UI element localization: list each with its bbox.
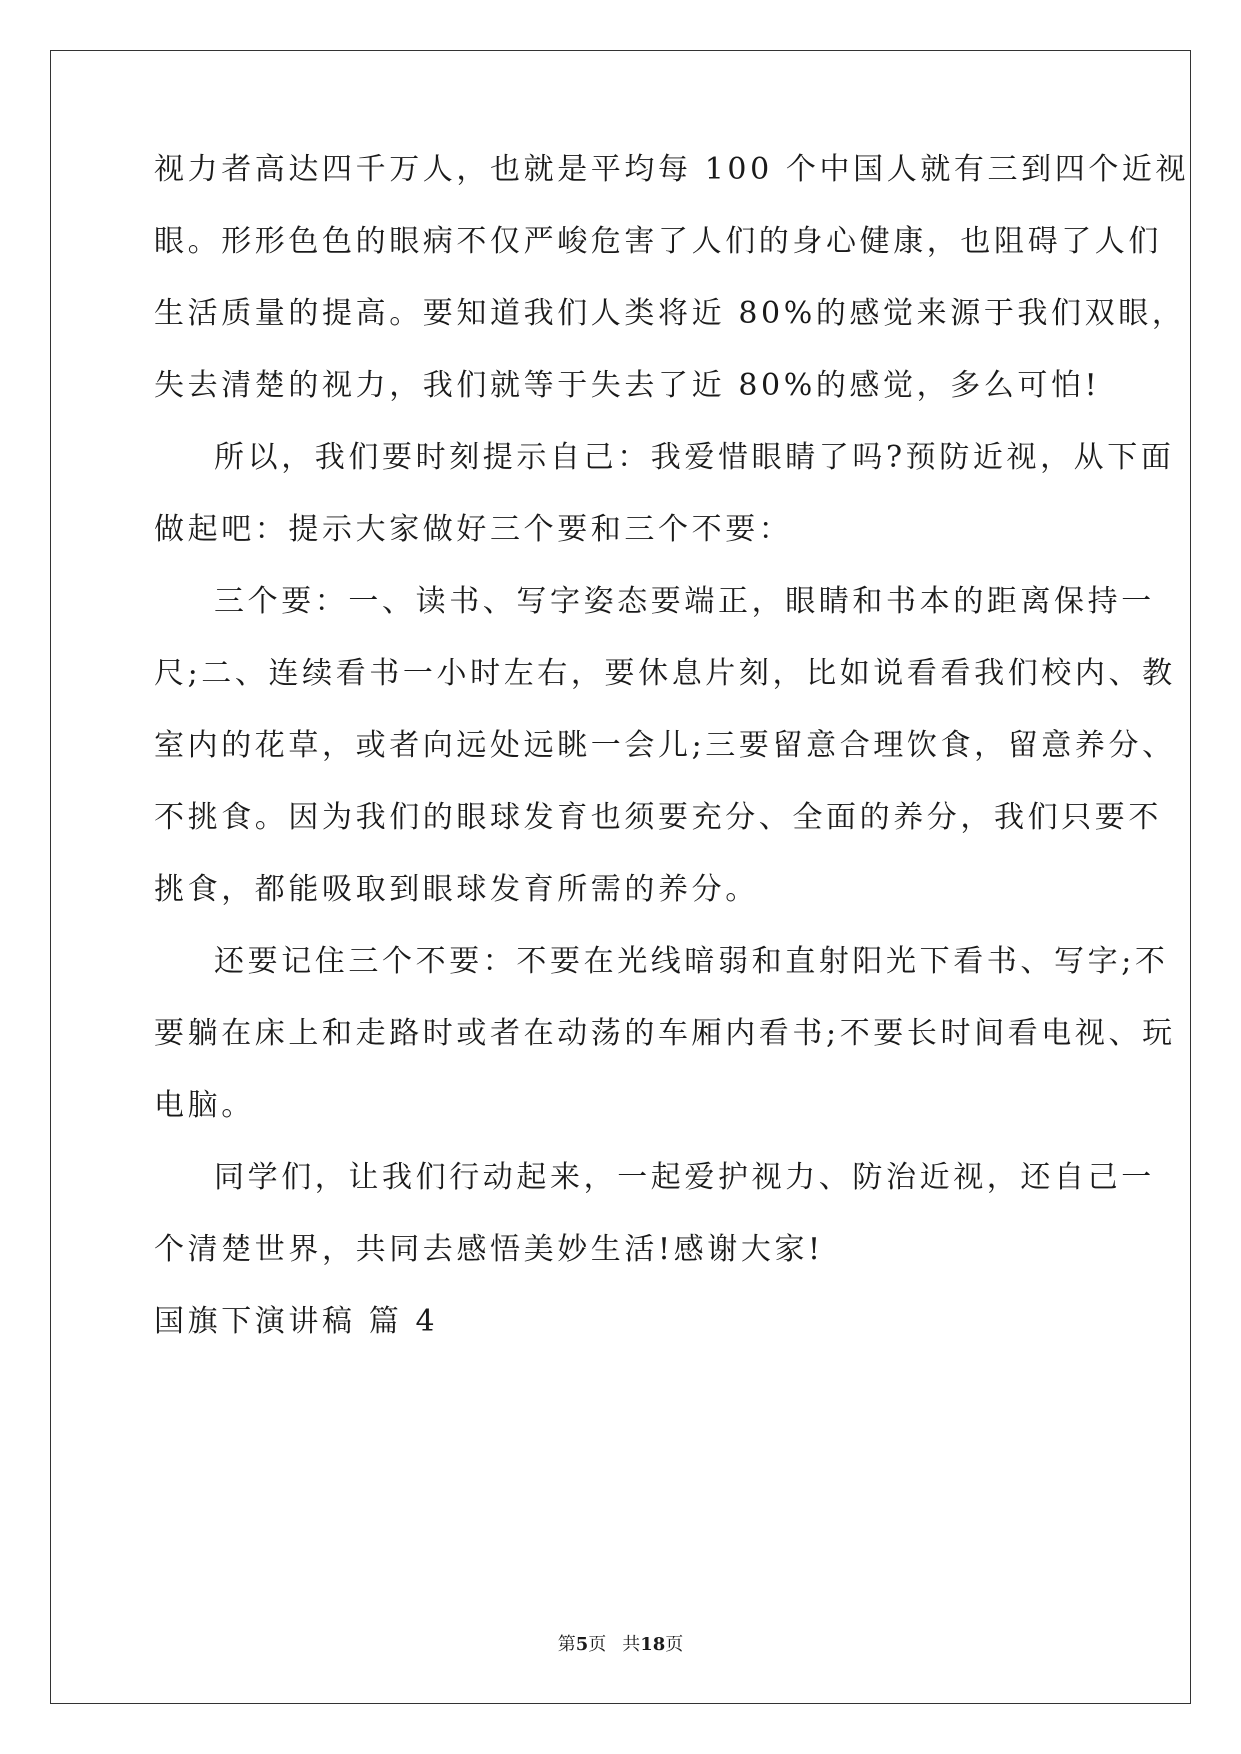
body-line-15: 同学们，让我们行动起来，一起爱护视力、防治近视，还自己一 xyxy=(214,1160,1155,1195)
body-line-1: 视力者高达四千万人，也就是平均每 100 个中国人就有三到四个近视 xyxy=(154,152,1190,187)
body-line-12: 还要记住三个不要：不要在光线暗弱和直射阳光下看书、写字;不 xyxy=(214,944,1169,979)
body-line-5: 所以，我们要时刻提示自己：我爱惜眼睛了吗?预防近视，从下面 xyxy=(214,440,1175,475)
page-footer xyxy=(0,1630,1241,1656)
body-line-2: 眼。形形色色的眼病不仅严峻危害了人们的身心健康，也阻碍了人们 xyxy=(154,224,1162,259)
body-line-14: 电脑。 xyxy=(154,1088,255,1123)
body-line-11: 挑食，都能吸取到眼球发育所需的养分。 xyxy=(154,872,759,907)
footer-total-suffix: 页 xyxy=(665,1634,684,1655)
section-heading: 国旗下演讲稿 篇 4 xyxy=(154,1304,439,1339)
body-line-7: 三个要：一、读书、写字姿态要端正，眼睛和书本的距离保持一 xyxy=(214,584,1155,619)
footer-page-prefix: 第 xyxy=(557,1634,576,1655)
body-line-8: 尺;二、连续看书一小时左右，要休息片刻，比如说看看我们校内、教 xyxy=(154,656,1176,691)
body-line-3: 生活质量的提高。要知道我们人类将近 80%的感觉来源于我们双眼， xyxy=(154,296,1186,331)
footer-total-pages: 18 xyxy=(640,1634,666,1655)
footer-page-number: 5 xyxy=(575,1634,589,1655)
body-line-10: 不挑食。因为我们的眼球发育也须要充分、全面的养分，我们只要不 xyxy=(154,800,1162,835)
footer-total-prefix: 共 xyxy=(622,1634,641,1655)
body-line-6: 做起吧：提示大家做好三个要和三个不要： xyxy=(154,512,793,547)
body-line-4: 失去清楚的视力，我们就等于失去了近 80%的感觉，多么可怕! xyxy=(154,368,1101,403)
footer-page-suffix: 页 xyxy=(588,1634,607,1655)
body-line-13: 要躺在床上和走路时或者在动荡的车厢内看书;不要长时间看电视、玩 xyxy=(154,1016,1176,1051)
body-line-16: 个清楚世界，共同去感悟美妙生活!感谢大家! xyxy=(154,1232,824,1267)
body-line-9: 室内的花草，或者向远处远眺一会儿;三要留意合理饮食，留意养分、 xyxy=(154,728,1176,763)
